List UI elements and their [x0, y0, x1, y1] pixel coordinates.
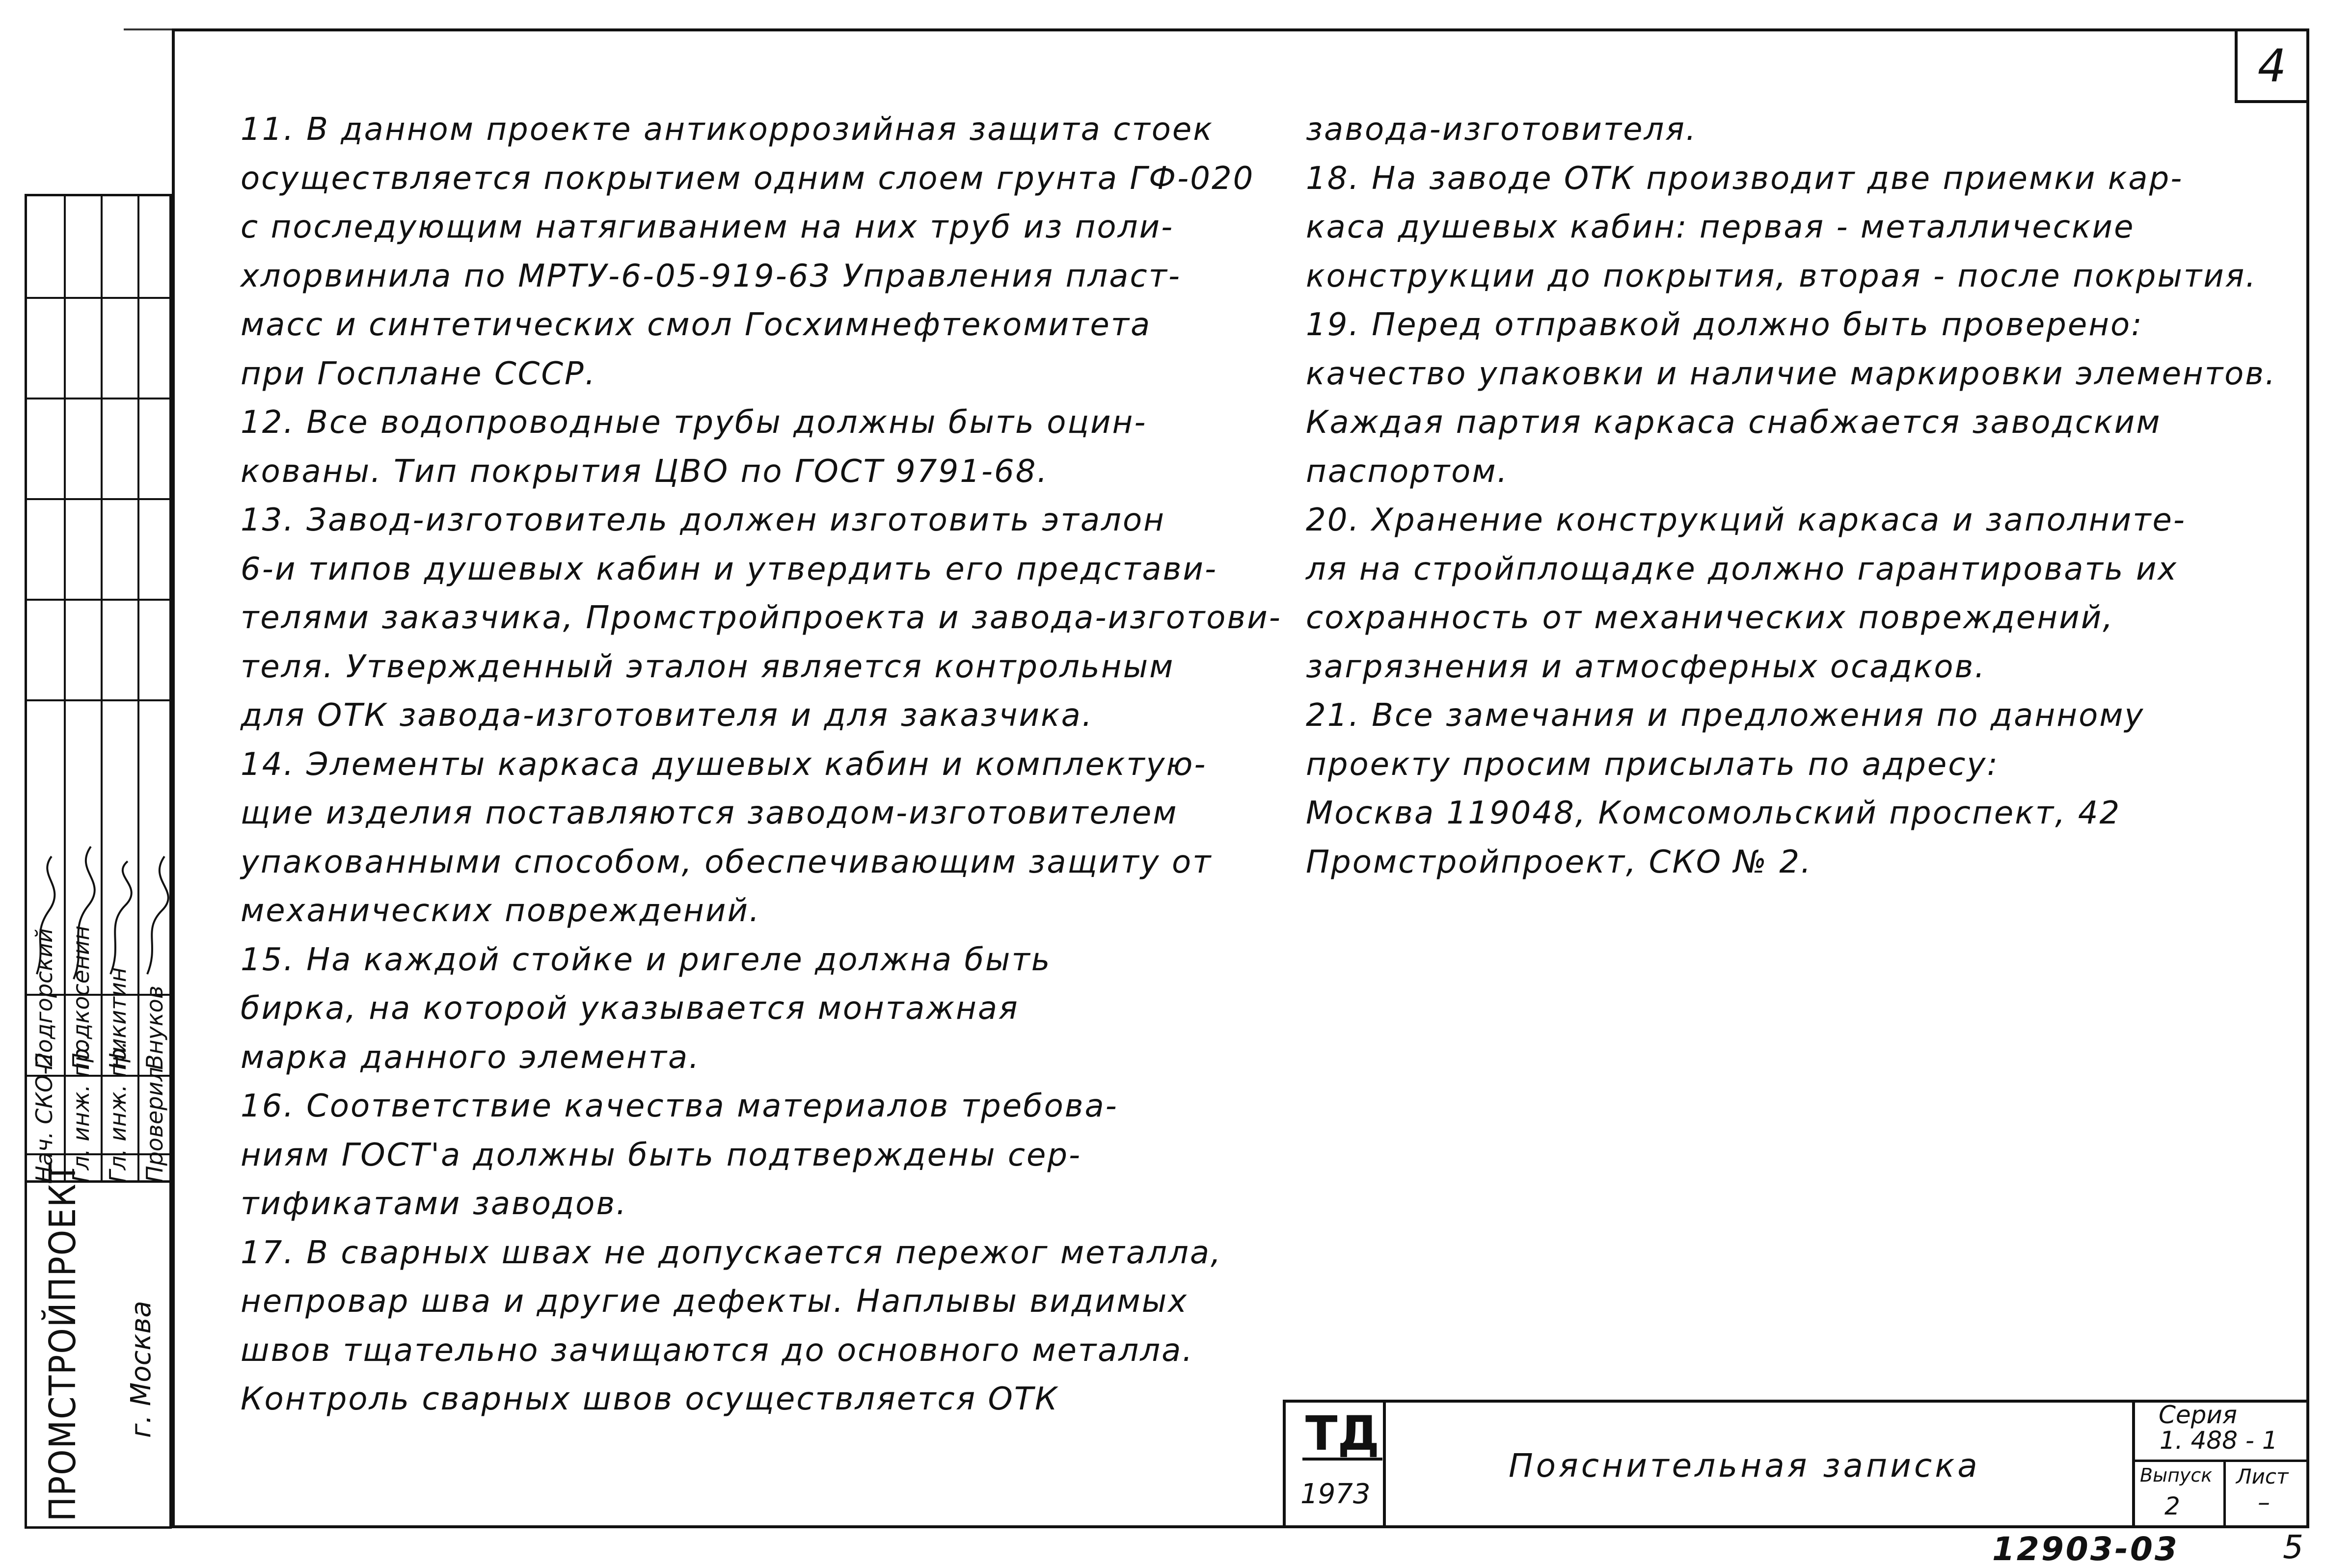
issue-value: 2 [2164, 1492, 2180, 1520]
left-column-line: телями заказчика, Промстройпроекта и завода-изготови- [241, 600, 1282, 636]
stamp-role-3: Гл. инж. пр. [105, 1041, 131, 1183]
right-text-column [1306, 106, 2278, 887]
right-column-line: паспортом. [1306, 453, 1509, 490]
left-column-line: 15. На каждой стойке и ригеле должна быть [241, 941, 1052, 978]
left-column-line: 13. Завод-изготовитель должен изготовить эталон [241, 502, 1165, 538]
stamp-role-2: Гл. инж. пр. [68, 1041, 94, 1183]
right-column-line: качество упаковки и наличие маркировки элементов. [1306, 355, 2277, 392]
stamp-name-3: Никитин [105, 967, 131, 1070]
stamp-role-1: Нач. СКО-2 [31, 1052, 57, 1183]
organization-city: г. Москва [125, 1301, 157, 1438]
left-column-line: с последующим натягиванием на них труб из поли- [241, 209, 1174, 245]
left-column-line: бирка, на которой указывается монтажная [241, 990, 1019, 1027]
right-column-line: ля на стройплощадке должно гарантировать их [1306, 551, 2178, 587]
stamp-grid [25, 194, 172, 1183]
series-cell [2132, 1400, 2309, 1528]
left-column-line: щие изделия поставляются заводом-изготовителем [241, 795, 1178, 831]
left-column-line: непровар шва и другие дефекты. Наплывы видимых [241, 1283, 1189, 1320]
right-column-line: конструкции до покрытия, вторая - после покрытия. [1306, 258, 2257, 294]
left-column-line: 6-и типов душевых кабин и утвердить его представи- [241, 551, 1218, 587]
left-text-column [241, 106, 1282, 1424]
left-column-line: теля. Утвержденный эталон является контрольным [241, 648, 1175, 685]
issue-label: Выпуск [2140, 1464, 2213, 1486]
document-code: 12903-03 [1992, 1530, 2179, 1568]
stamp-role-4: Проверил [141, 1067, 168, 1183]
left-column-line: 14. Элементы каркаса душевых кабин и комплектую- [241, 746, 1207, 783]
signatures [27, 699, 174, 994]
organization-block [25, 1162, 172, 1529]
organization-name: ПРОМСТРОЙПРОЕКТ [42, 1162, 84, 1521]
right-column-line: 19. Перед отправкой должно быть проверено: [1306, 307, 2143, 343]
td-mark: ТД [1302, 1409, 1382, 1461]
sheet-number: 4 [2235, 28, 2309, 103]
right-column-line: 18. На заводе ОТК производит две приемки кар- [1306, 160, 2184, 197]
left-column-line: для ОТК завода-изготовителя и для заказчика. [241, 697, 1094, 734]
left-column-line: упакованными способом, обеспечивающим защиту от [241, 844, 1213, 880]
document-title: Пояснительная записка [1509, 1447, 1980, 1485]
left-column-line: при Госплане СССР. [241, 355, 596, 392]
right-column-line: завода-изготовителя. [1306, 111, 1698, 148]
left-column-line: масс и синтетических смол Госхимнефтекомитета [241, 307, 1152, 343]
left-column-line: марка данного элемента. [241, 1039, 701, 1076]
stamp-name-4: Внуков [141, 985, 168, 1070]
sheet-label: Лист [2236, 1464, 2289, 1488]
left-column-line: 16. Соответствие качества материалов требова- [241, 1088, 1118, 1124]
right-column-line: каса душевых кабин: первая - металлические [1306, 209, 2135, 245]
right-column-line: проекту просим присылать по адресу: [1306, 746, 1999, 783]
title-block [1283, 1400, 2309, 1528]
left-column-line: хлорвинила по МРТУ-6-05-919-63 Управления пласт- [241, 258, 1181, 294]
left-column-line: осуществляется покрытием одним слоем грунта ГФ-020 [241, 160, 1255, 197]
left-column-line: 12. Все водопроводные трубы должны быть оцин- [241, 404, 1147, 441]
stamp-name-1: Подгорский [31, 928, 57, 1070]
left-column-line: Контроль сварных швов осуществляется ОТК [241, 1381, 1059, 1417]
sheet-value: – [2258, 1488, 2270, 1516]
td-cell [1283, 1400, 1386, 1528]
right-column-line: сохранность от механических повреждений, [1306, 600, 2114, 636]
left-column-line: 17. В сварных швах не допускается пережог металла, [241, 1234, 1222, 1271]
right-column-line: Промстройпроект, СКО № 2. [1306, 844, 1812, 880]
right-column-line: 21. Все замечания и предложения по данному [1306, 697, 2145, 734]
left-column-line: швов тщательно зачищаются до основного металла. [241, 1332, 1194, 1369]
right-column-line: 20. Хранение конструкций каркаса и заполните- [1306, 502, 2186, 538]
side-stamp [25, 194, 172, 1529]
year: 1973 [1300, 1478, 1371, 1510]
left-column-line: 11. В данном проекте антикоррозийная защита стоек [241, 111, 1214, 148]
page-number: 5 [2283, 1528, 2303, 1566]
series-number: 1. 488 - 1 [2160, 1426, 2278, 1455]
right-column-line: Каждая партия каркаса снабжается заводским [1306, 404, 2162, 441]
right-column-line: Москва 119048, Комсомольский проспект, 42 [1306, 795, 2121, 831]
stamp-name-2: Подкосенин [68, 925, 94, 1070]
left-column-line: тификатами заводов. [241, 1186, 628, 1222]
series-label: Серия [2159, 1401, 2237, 1429]
right-column-line: загрязнения и атмосферных осадков. [1306, 648, 1986, 685]
left-column-line: ниям ГОСТ'а должны быть подтверждены сер- [241, 1137, 1082, 1173]
left-column-line: механических повреждений. [241, 893, 761, 929]
left-column-line: кованы. Тип покрытия ЦВО по ГОСТ 9791-68. [241, 453, 1049, 490]
top-dash-mark [124, 28, 173, 30]
